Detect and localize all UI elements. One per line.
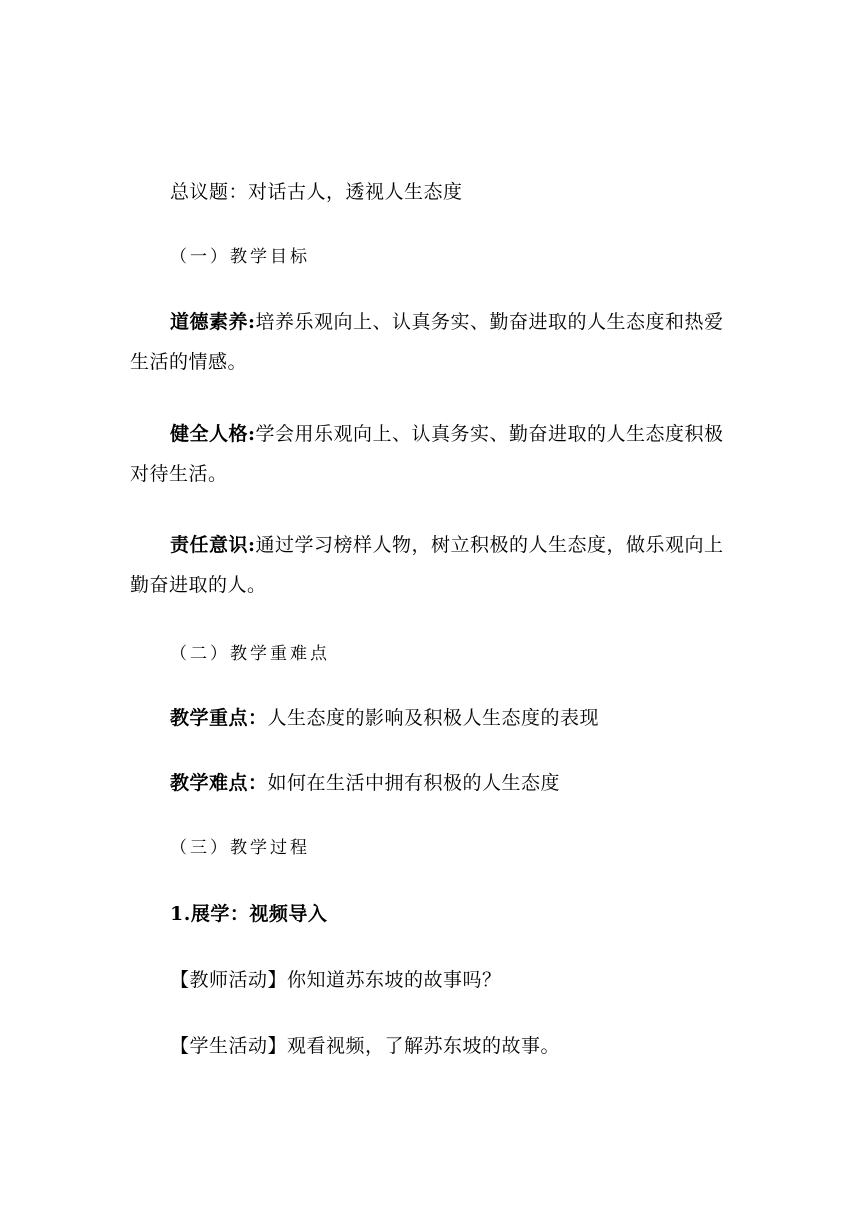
section-heading-process: （三）教学过程 <box>170 838 310 858</box>
difficulty-line <box>130 767 770 799</box>
difficulty-label: 教学难点： <box>170 772 268 794</box>
responsibility-paragraph <box>130 525 730 605</box>
responsibility-label: 责任意识: <box>170 534 256 556</box>
step-heading: 1.展学：视频导入 <box>170 903 328 925</box>
student-activity-label: 【学生活动】 <box>170 1035 288 1057</box>
moral-text: 培养乐观向上、认真务实、勤奋进取的人生态度和热爱生活的情感。 <box>130 311 724 373</box>
student-activity-line <box>130 1030 770 1062</box>
personality-label: 健全人格: <box>170 423 256 445</box>
teacher-activity-label: 【教师活动】 <box>170 969 288 991</box>
personality-text: 学会用乐观向上、认真务实、勤奋进取的人生态度积极对待生活。 <box>130 423 724 485</box>
moral-paragraph <box>130 302 730 382</box>
teacher-activity-line <box>130 964 770 996</box>
key-point-line <box>130 702 770 734</box>
responsibility-text: 通过学习榜样人物，树立积极的人生态度，做乐观向上勤奋进取的人。 <box>130 534 724 596</box>
moral-label: 道德素养: <box>170 311 256 333</box>
section-heading-objectives: （一）教学目标 <box>170 247 310 267</box>
section-heading-key-points: （二）教学重难点 <box>170 644 330 664</box>
personality-paragraph <box>130 414 730 494</box>
key-point-text: 人生态度的影响及积极人生态度的表现 <box>267 707 600 729</box>
difficulty-text: 如何在生活中拥有积极的人生态度 <box>267 772 561 794</box>
key-point-label: 教学重点： <box>170 707 268 729</box>
student-activity-text: 观看视频，了解苏东坡的故事。 <box>287 1035 561 1057</box>
topic-line: 总议题：对话古人，透视人生态度 <box>170 181 463 203</box>
teacher-activity-text: 你知道苏东坡的故事吗？ <box>287 969 502 991</box>
